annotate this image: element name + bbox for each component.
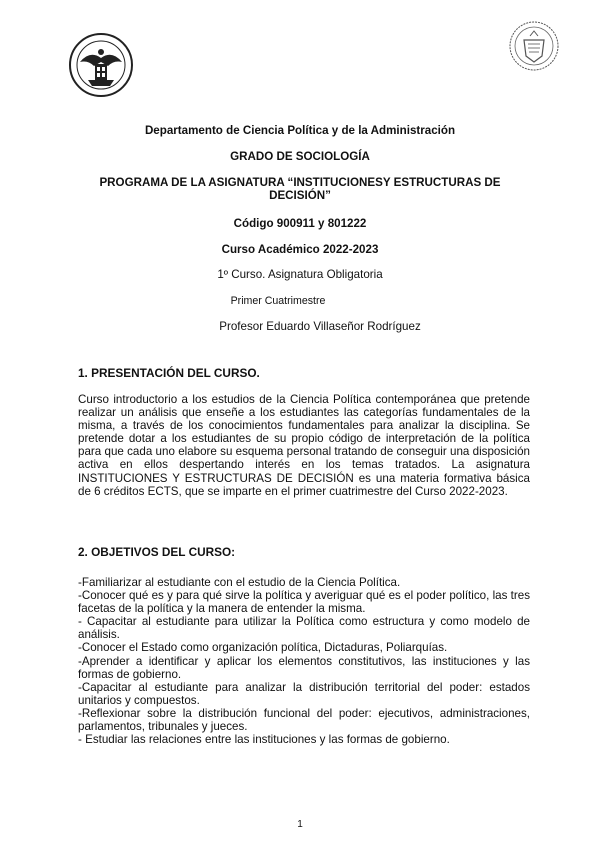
list-item: -Capacitar al estudiante para analizar la distribución territorial del poder: estados unitarios y compuestos. [78,680,530,707]
course-type: 1º Curso. Asignatura Obligatoria [217,268,383,281]
course-code: Código 900911 y 801222 [233,217,367,230]
list-item: -Conocer qué es y para qué sirve la política y averiguar qué es el poder político, las tres facetas de la política y la manera de entender la misma. [78,589,530,616]
section-title-objectives: 2. OBJETIVOS DEL CURSO: [78,545,236,559]
list-item: - Capacitar al estudiante para utilizar la Política como estructura y como modelo de análisis. [78,615,530,642]
presentation-paragraph: Curso introductorio a los estudios de la Ciencia Política contemporánea que pretende realizar un análisis que enseñe a los estudiantes las categorías fundamentales de la misma, a través de los conocimientos fundamentales para analizar la disciplina. Se pretende dotar a los estudiantes de su propio código de interpretación de la política para que cada uno elabore su esquema personal tratando de conseguir una disposición activa en ellos despertando interés en los temas tratados. La asignatura INSTITUCIONES Y ESTRUCTURAS DE DECISIÓN es una materia formativa básica de 6 créditos ECTS, que se imparte en el primer cuatrimestre del Curso 2022-2023. [78,393,530,498]
list-item: -Aprender a identificar y aplicar los elementos constitutivos, las instituciones y las formas de gobierno. [78,654,530,681]
term: Primer Cuatrimestre [230,295,326,307]
university-seal-icon [68,32,134,98]
objectives-list [78,576,530,746]
list-item: -Conocer el Estado como organización política, Dictaduras, Poliarquías. [78,641,448,655]
list-item: - Estudiar las relaciones entre las instituciones y las formas de gobierno. [78,733,450,747]
list-item: -Familiarizar al estudiante con el estudio de la Ciencia Política. [78,576,401,589]
academic-year: Curso Académico 2022-2023 [221,243,379,256]
professor: Profesor Eduardo Villaseñor Rodríguez [219,320,421,333]
faculty-seal-icon [508,20,560,76]
section-title-presentation: 1. PRESENTACIÓN DEL CURSO. [78,366,260,380]
page-number: 1 [297,819,303,830]
program-heading: PROGRAMA DE LA ASIGNATURA “INSTITUCIONESY ESTRUCTURAS DE DECISIÓN” [99,176,501,202]
department-heading: Departamento de Ciencia Política y de la Administración [144,124,456,137]
list-item: -Reflexionar sobre la distribución funcional del poder: ejecutivos, administraciones, parlamentos, tribunales y jueces. [78,706,530,734]
degree-heading: GRADO DE SOCIOLOGÍA [230,150,370,163]
